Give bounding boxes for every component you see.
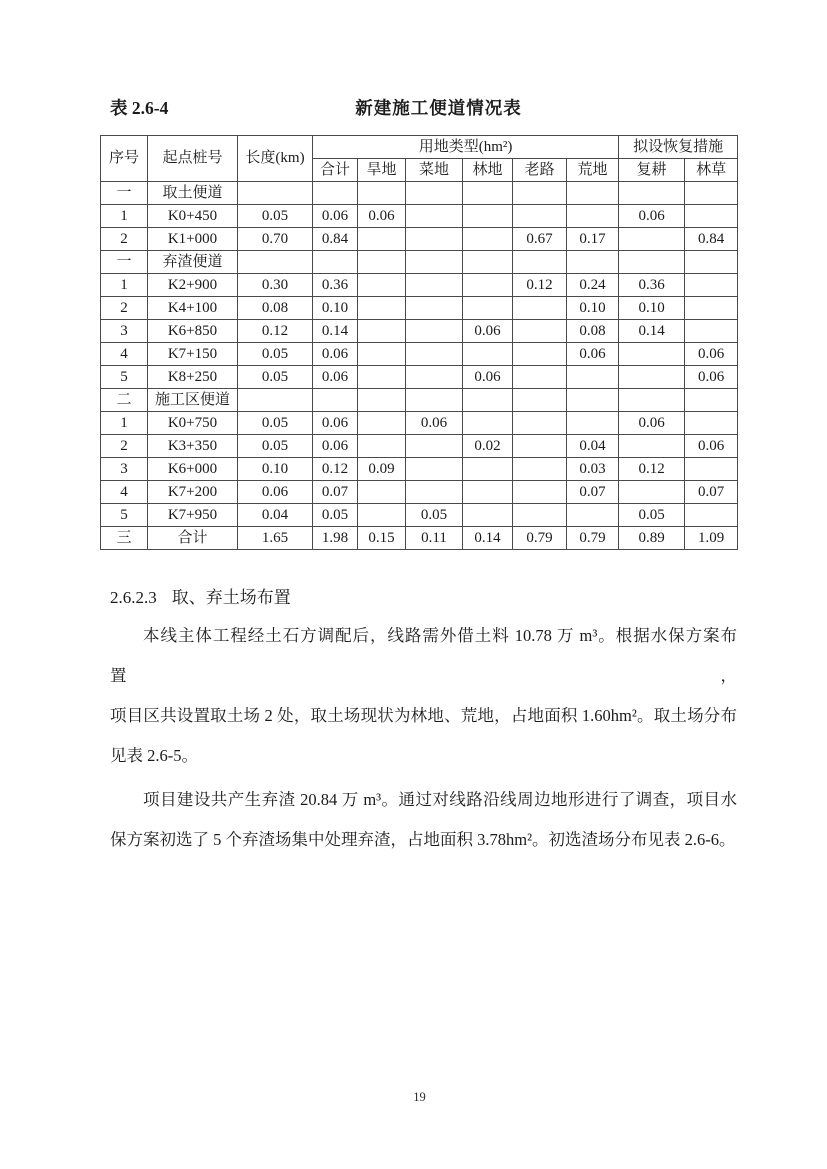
table-cell: 1: [101, 274, 148, 297]
table-cell: 0.06: [685, 366, 738, 389]
table-cell: [358, 274, 406, 297]
paragraph: [110, 780, 737, 860]
table-cell: [619, 343, 685, 366]
table-cell: 0.17: [567, 228, 619, 251]
table-cell: [685, 320, 738, 343]
table-cell: 1: [101, 205, 148, 228]
table-cell: [619, 366, 685, 389]
table-cell: 0.05: [238, 205, 313, 228]
table-row: [101, 205, 738, 228]
table-cell: [358, 504, 406, 527]
table-section-row: [101, 182, 738, 205]
table-cell: 0.67: [513, 228, 567, 251]
table-cell: K8+250: [148, 366, 238, 389]
table-cell: [238, 251, 313, 274]
table-cell: [358, 435, 406, 458]
table-cell: 0.06: [313, 343, 358, 366]
table-cell: 0.10: [567, 297, 619, 320]
table-cell: [513, 412, 567, 435]
table-cell: [358, 366, 406, 389]
page-number: 19: [413, 1090, 426, 1104]
table-cell: [406, 389, 463, 412]
table-cell: [685, 182, 738, 205]
text-line: 项目区共设置取土场 2 处，取土场现状为林地、荒地，占地面积 1.60hm²。取土场分布: [110, 706, 737, 725]
table-cell: 0.10: [619, 297, 685, 320]
table-cell: [513, 389, 567, 412]
table-cell: [567, 504, 619, 527]
table-row: [101, 274, 738, 297]
table-cell: 0.06: [358, 205, 406, 228]
table-cell: [406, 343, 463, 366]
table-cell: [567, 366, 619, 389]
table-cell: 0.07: [567, 481, 619, 504]
table-cell: 4: [101, 343, 148, 366]
table-total-row: [101, 527, 738, 550]
access-road-table: [100, 135, 738, 550]
table-cell: [513, 182, 567, 205]
table-cell: K7+950: [148, 504, 238, 527]
table-cell: [406, 251, 463, 274]
table-cell: 0.06: [685, 343, 738, 366]
column-header-vegetable: 菜地: [406, 159, 463, 182]
table-cell: 5: [101, 366, 148, 389]
table-cell: 一: [101, 182, 148, 205]
table-cell: [619, 228, 685, 251]
table-cell: [513, 343, 567, 366]
table-cell: [567, 251, 619, 274]
table-cell: 0.06: [619, 205, 685, 228]
table-cell: 0.79: [567, 527, 619, 550]
table-cell: 0.05: [238, 435, 313, 458]
table-cell: [406, 481, 463, 504]
table-caption: [100, 97, 737, 120]
body-text: [100, 616, 737, 860]
column-header-wasteland: 荒地: [567, 159, 619, 182]
table-cell: 0.05: [313, 504, 358, 527]
table-cell: K7+200: [148, 481, 238, 504]
table-cell: 0.15: [358, 527, 406, 550]
table-cell: 0.08: [567, 320, 619, 343]
table-row: [101, 228, 738, 251]
column-group-restore: 拟设恢复措施: [619, 136, 738, 159]
table-cell: [406, 458, 463, 481]
table-row: [101, 481, 738, 504]
section-heading: [100, 586, 737, 610]
table-cell: [463, 251, 513, 274]
table-cell: K6+850: [148, 320, 238, 343]
table-header-row: [101, 136, 738, 159]
table-cell: [619, 251, 685, 274]
table-cell: 0.07: [685, 481, 738, 504]
table-cell: [238, 182, 313, 205]
table-cell: 5: [101, 504, 148, 527]
table-cell: [463, 205, 513, 228]
column-header-forestgrass: 林草: [685, 159, 738, 182]
table-cell: 2: [101, 435, 148, 458]
table-cell: 0.14: [313, 320, 358, 343]
table-cell: 1: [101, 412, 148, 435]
table-cell: 0.24: [567, 274, 619, 297]
table-cell: K2+900: [148, 274, 238, 297]
table-cell: K0+750: [148, 412, 238, 435]
table-cell: 0.14: [463, 527, 513, 550]
table-cell: 三: [101, 527, 148, 550]
table-cell: [313, 182, 358, 205]
table-cell: [313, 389, 358, 412]
table-cell: [358, 320, 406, 343]
table-cell: [567, 412, 619, 435]
text-line: 保方案初选了 5 个弃渣场集中处理弃渣，占地面积 3.78hm²。初选渣场分布见表 2.6-6。: [110, 830, 736, 849]
table-cell: [358, 412, 406, 435]
table-cell: [358, 251, 406, 274]
table-cell: 2: [101, 228, 148, 251]
table-cell: 0.11: [406, 527, 463, 550]
table-cell: [238, 389, 313, 412]
table-cell: 0.08: [238, 297, 313, 320]
table-cell: 0.09: [358, 458, 406, 481]
table-row: [101, 412, 738, 435]
table-cell: 0.06: [313, 412, 358, 435]
column-header-refarm: 复耕: [619, 159, 685, 182]
table-cell: [358, 182, 406, 205]
table-cell: 0.12: [313, 458, 358, 481]
table-cell: [406, 274, 463, 297]
table-cell: [463, 504, 513, 527]
table-cell: [685, 504, 738, 527]
table-cell: 0.02: [463, 435, 513, 458]
column-header-serial: 序号: [101, 136, 148, 182]
table-cell: 0.06: [567, 343, 619, 366]
paragraph: [110, 616, 737, 776]
table-cell: 0.05: [406, 504, 463, 527]
table-cell: 0.84: [313, 228, 358, 251]
table-cell: 1.98: [313, 527, 358, 550]
table-cell: 0.10: [313, 297, 358, 320]
table-cell: [567, 389, 619, 412]
table-row: [101, 320, 738, 343]
table-cell: [685, 274, 738, 297]
section-number: 2.6.2.3: [110, 588, 157, 607]
table-cell: [358, 228, 406, 251]
table-cell: [358, 481, 406, 504]
table-cell: [463, 274, 513, 297]
table-cell: [513, 320, 567, 343]
table-cell: 0.06: [313, 366, 358, 389]
table-cell: [685, 297, 738, 320]
table-cell: 0.06: [406, 412, 463, 435]
table-cell: [358, 389, 406, 412]
table-row: [101, 297, 738, 320]
table-row: [101, 343, 738, 366]
table-cell: 0.84: [685, 228, 738, 251]
table-label: 表 2.6-4: [110, 98, 169, 118]
table-cell: [358, 297, 406, 320]
table-cell: [567, 182, 619, 205]
table-cell: [513, 481, 567, 504]
table-cell: K0+450: [148, 205, 238, 228]
table-cell: K7+150: [148, 343, 238, 366]
column-header-forest: 林地: [463, 159, 513, 182]
table-row: [101, 504, 738, 527]
text-line: 本线主体工程经土石方调配后，线路需外借土料 10.78 万 m³。根据水保方案布置，: [110, 626, 737, 685]
text-line: 项目建设共产生弃渣 20.84 万 m³。通过对线路沿线周边地形进行了调查，项目水: [143, 790, 737, 809]
table-cell: 二: [101, 389, 148, 412]
table-cell: 4: [101, 481, 148, 504]
table-cell: 0.06: [685, 435, 738, 458]
table-section-row: [101, 389, 738, 412]
table-cell: 0.12: [513, 274, 567, 297]
table-cell: 0.05: [238, 412, 313, 435]
table-cell: 弃渣便道: [148, 251, 238, 274]
column-header-oldroad: 老路: [513, 159, 567, 182]
section-title: 取、弃土场布置: [171, 588, 291, 607]
table-cell: 0.05: [619, 504, 685, 527]
table-cell: 0.06: [619, 412, 685, 435]
table-cell: [463, 458, 513, 481]
table-cell: [685, 205, 738, 228]
table-cell: 2: [101, 297, 148, 320]
table-cell: [313, 251, 358, 274]
table-cell: 0.06: [313, 205, 358, 228]
table-cell: 一: [101, 251, 148, 274]
table-cell: 0.79: [513, 527, 567, 550]
table-cell: [463, 228, 513, 251]
table-cell: [513, 366, 567, 389]
table-cell: 0.07: [313, 481, 358, 504]
table-cell: [406, 320, 463, 343]
table-cell: 施工区便道: [148, 389, 238, 412]
table-cell: [406, 228, 463, 251]
column-header-length: 长度(km): [238, 136, 313, 182]
table-cell: 3: [101, 320, 148, 343]
table-cell: [513, 504, 567, 527]
table-cell: K1+000: [148, 228, 238, 251]
table-cell: 1.65: [238, 527, 313, 550]
table-cell: [463, 297, 513, 320]
table-cell: 0.06: [238, 481, 313, 504]
table-row: [101, 458, 738, 481]
table-cell: 0.30: [238, 274, 313, 297]
table-title: 新建施工便道情况表: [355, 98, 522, 118]
table-cell: 3: [101, 458, 148, 481]
table-cell: [685, 251, 738, 274]
table-cell: [463, 412, 513, 435]
table-cell: K4+100: [148, 297, 238, 320]
table-cell: 0.04: [238, 504, 313, 527]
table-cell: [406, 297, 463, 320]
table-cell: [619, 481, 685, 504]
table-cell: [463, 389, 513, 412]
table-cell: 0.10: [238, 458, 313, 481]
table-cell: [406, 182, 463, 205]
table-row: [101, 366, 738, 389]
table-cell: 0.06: [463, 366, 513, 389]
table-cell: 0.05: [238, 343, 313, 366]
table-cell: 0.12: [619, 458, 685, 481]
table-cell: [619, 182, 685, 205]
table-cell: 0.06: [313, 435, 358, 458]
table-cell: [513, 251, 567, 274]
table-cell: [406, 366, 463, 389]
table-cell: [463, 481, 513, 504]
table-cell: [406, 205, 463, 228]
column-header-stake: 起点桩号: [148, 136, 238, 182]
column-header-dryland: 旱地: [358, 159, 406, 182]
table-cell: 0.89: [619, 527, 685, 550]
table-cell: [619, 435, 685, 458]
table-row: [101, 435, 738, 458]
table-cell: 0.06: [463, 320, 513, 343]
table-cell: [619, 389, 685, 412]
column-header-total: 合计: [313, 159, 358, 182]
table-cell: [567, 205, 619, 228]
table-cell: [406, 435, 463, 458]
table-section-row: [101, 251, 738, 274]
table-cell: [463, 182, 513, 205]
table-cell: 0.36: [619, 274, 685, 297]
text-line: 见表 2.6-5。: [110, 746, 198, 765]
table-cell: 0.04: [567, 435, 619, 458]
table-cell: K6+000: [148, 458, 238, 481]
table-cell: 0.05: [238, 366, 313, 389]
table-cell: [685, 389, 738, 412]
table-cell: [513, 435, 567, 458]
table-cell: 合计: [148, 527, 238, 550]
table-cell: K3+350: [148, 435, 238, 458]
table-cell: 0.14: [619, 320, 685, 343]
table-cell: [685, 412, 738, 435]
table-cell: 取土便道: [148, 182, 238, 205]
table-cell: [513, 205, 567, 228]
table-cell: 0.70: [238, 228, 313, 251]
table-cell: 0.03: [567, 458, 619, 481]
table-cell: 0.12: [238, 320, 313, 343]
table-cell: [513, 297, 567, 320]
table-cell: [463, 343, 513, 366]
table-cell: 0.36: [313, 274, 358, 297]
column-group-land-type: 用地类型(hm²): [313, 136, 619, 159]
table-cell: [358, 343, 406, 366]
table-cell: 1.09: [685, 527, 738, 550]
table-cell: [685, 458, 738, 481]
table-cell: [513, 458, 567, 481]
